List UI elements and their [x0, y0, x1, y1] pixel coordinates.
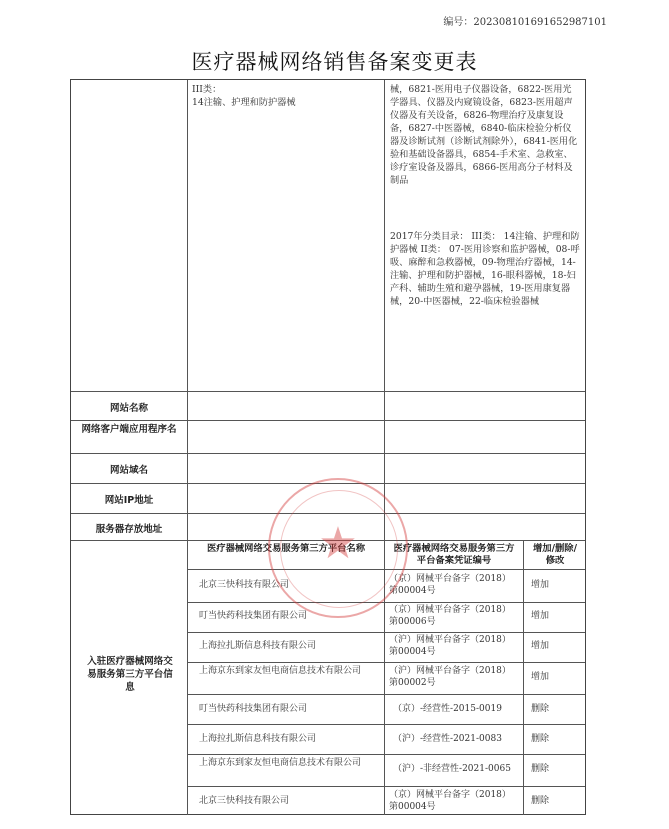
- action-cell: 删除: [531, 764, 550, 774]
- col-divider-action: [523, 540, 524, 815]
- row-divider: [71, 391, 585, 392]
- platform-cert-cell: （沪）网械平台备字（2018）第00002号: [389, 666, 511, 688]
- platform-cert-cell: （京）-经营性-2015-0019: [393, 704, 502, 714]
- action-header: 增加/删除/修改: [533, 543, 577, 566]
- form-table: [70, 79, 586, 815]
- website-name-label: 网站名称: [109, 403, 148, 414]
- action-cell: 增加: [531, 641, 550, 651]
- row-divider: [71, 420, 585, 421]
- platform-cert-cell: （京）网械平台备字（2018）第00004号: [389, 574, 511, 596]
- platform-cert-cell: （京）网械平台备字（2018）第00006号: [389, 605, 511, 627]
- col-divider-mid: [384, 80, 385, 815]
- action-cell: 删除: [531, 796, 550, 806]
- page-title: 医疗器械网络销售备案变更表: [191, 50, 478, 74]
- platform-name-cell: 上海京东到家友恒电商信息技术有限公司: [199, 666, 362, 676]
- row-divider: [71, 453, 585, 454]
- official-seal: [268, 478, 408, 618]
- action-cell: 增加: [531, 580, 550, 590]
- platform-name-cell: 叮当快药科技集团有限公司: [199, 611, 308, 621]
- action-cell: 删除: [531, 704, 550, 714]
- row-divider: [187, 602, 585, 603]
- platform-name-cell: 上海拉扎斯信息科技有限公司: [199, 734, 317, 744]
- action-cell: 增加: [531, 611, 550, 621]
- row-divider: [187, 754, 585, 755]
- platform-cert-cell: （沪）网械平台备字（2018）第00004号: [389, 635, 511, 657]
- platform-cert-cell: （沪）-非经营性-2021-0065: [393, 764, 511, 774]
- platform-cert-cell: （京）网械平台备字（2018）第00004号: [389, 790, 511, 812]
- domain-label: 网站域名: [109, 465, 148, 476]
- col-divider-label: [187, 80, 188, 815]
- row-divider: [187, 662, 585, 663]
- business-scope-2002: 械，6821-医用电子仪器设备，6822-医用光学器具、仪器及内窥镜设备，6823-医用超声仪器及有关设备，6826-物理治疗及康复设备，6827-中医器械，6840-临床检验分析仪器及诊断试剂（诊断试剂除外），6841-医用化验和基础设备器具，6854-手术室、急救室、诊疗室设备及器具，6866-医用高分子材料及制品: [390, 84, 578, 186]
- seal-star-icon: ★: [318, 518, 358, 569]
- action-cell: 增加: [531, 672, 550, 682]
- platform-cert-cell: （沪）-经营性-2021-0083: [393, 734, 502, 744]
- row-divider: [187, 632, 585, 633]
- row-divider: [187, 724, 585, 725]
- row-divider: [187, 694, 585, 695]
- business-scope-left: III类： 14注输、护理和防护器械: [192, 84, 296, 108]
- platform-section-label: 入驻医疗器械网络交易服务第三方平台信息: [87, 656, 173, 693]
- document-serial-number: 编号：20230810169165298710​1: [443, 17, 607, 28]
- platform-name-cell: 上海京东到家友恒电商信息技术有限公司: [199, 758, 362, 768]
- platform-name-cell: 叮当快药科技集团有限公司: [199, 704, 308, 714]
- platform-cert-header: 医疗器械网络交易服务第三方平台备案凭证编号: [393, 543, 515, 566]
- platform-name-cell: 北京三快科技有限公司: [199, 580, 290, 590]
- platform-name-cell: 北京三快科技有限公司: [199, 796, 290, 806]
- server-label: 服务器存放地址: [95, 524, 163, 535]
- business-scope-2017: 2017年分类目录： III类： 14注输、护理和防护器械 II类： 07-医用诊察和监护器械，08-呼吸、麻醉和急救器械，09-物理治疗器械，14-注输、护理和防护器械，16-眼科器械，18-妇产科、辅助生殖和避孕器械，19-医用康复器械，20-中医器械，22-临床检验器械: [390, 231, 580, 307]
- platform-name-header: 医疗器械网络交易服务第三方平台名称: [206, 543, 366, 554]
- platform-name-cell: 上海拉扎斯信息科技有限公司: [199, 641, 317, 651]
- ip-label: 网站IP地址: [104, 495, 154, 506]
- app-name-label: 网络客户端应用程序名: [81, 424, 177, 435]
- row-divider: [187, 786, 585, 787]
- action-cell: 删除: [531, 734, 550, 744]
